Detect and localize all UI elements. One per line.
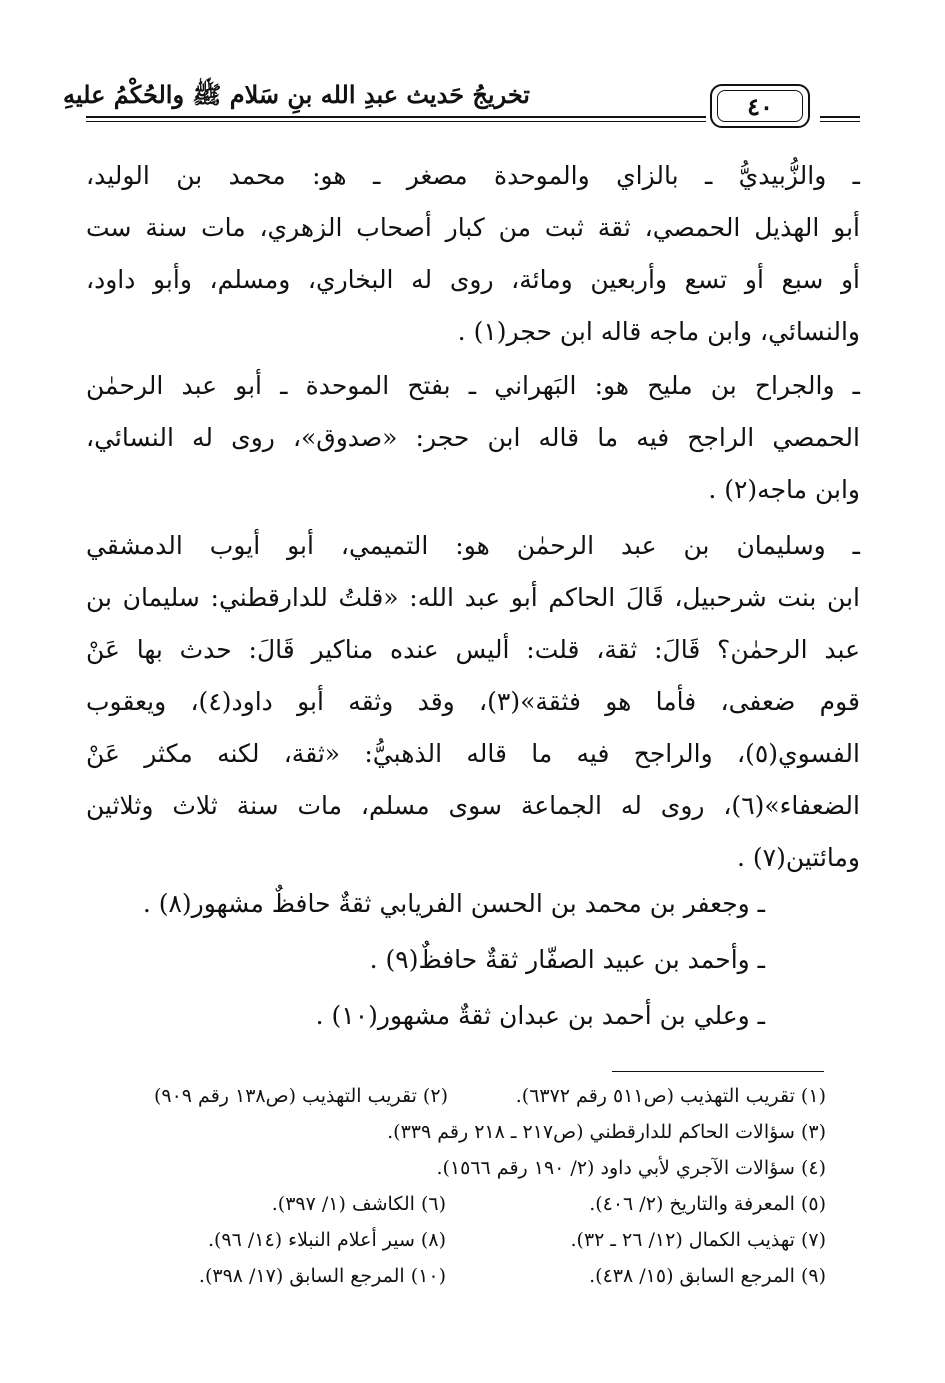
page-header — [63, 70, 860, 130]
footnote-4: (٤) سؤالات الآجري لأبي داود (٢/ ١٩٠ رقم ١٥٦٦). — [436, 1157, 826, 1179]
paragraph-line: ـ والزُّبيديُّ ـ بالزاي والموحدة مصغر ـ هو: محمد بن الوليد، — [86, 161, 860, 190]
footnote-row — [86, 1085, 826, 1119]
paragraph-line: أو سبع أو تسع وأربعين ومائة، روى له البخاري، ومسلم، وأبو داود، — [86, 265, 860, 294]
header-rule — [86, 116, 706, 118]
footnote-2: (٢) تقريب التهذيب (ص١٣٨ رقم ٩٠٩) — [153, 1085, 448, 1107]
footnote-3: (٣) سؤالات الحاكم للدارقطني (ص٢١٧ ـ ٢١٨ رقم ٣٣٩). — [387, 1121, 826, 1143]
footnote-separator — [612, 1071, 824, 1072]
footnote-1: (١) تقريب التهذيب (ص٥١١ رقم ٦٣٧٢). — [515, 1085, 826, 1107]
paragraph-line: الحمصي الراجح فيه ما قاله ابن حجر: «صدوق»، روى له النسائي، — [86, 423, 860, 452]
paragraph-line: الضعفاء»(٦)، روى له الجماعة سوى مسلم، مات سنة ثلاث وثلاثين — [86, 791, 860, 820]
paragraph-line: قوم ضعفى، فأما هو فثقة»(٣)، وقد وثقه أبو داود(٤)، ويعقوب — [86, 687, 860, 716]
footnote-8: (٨) سير أعلام النبلاء (١٤/ ٩٦). — [207, 1229, 446, 1251]
footnote-row — [86, 1193, 826, 1227]
page-number: ٤٠ — [717, 90, 803, 122]
paragraph-line: ـ والجراح بن مليح هو: البَهراني ـ بفتح الموحدة ـ أبو عبد الرحمٰن — [86, 371, 860, 400]
paragraph-line: عبد الرحمٰن؟ قَالَ: ثقة، قلت: أليس عنده مناكير قَالَ: حدث بها عَنْ — [86, 635, 860, 664]
paragraph-line: ـ وسليمان بن عبد الرحمٰن هو: التميمي، أبو أيوب الدمشقي — [86, 531, 860, 560]
footnote-row — [86, 1265, 826, 1299]
footnote-7: (٧) تهذيب الكمال (١٢/ ٢٦ ـ ٣٢). — [570, 1229, 826, 1251]
paragraph-line: ابن بنت شرحبيل، قَالَ الحاكم أبو عبد الله: «قلتُ للدارقطني: سليمان بن — [86, 583, 860, 612]
footnote-5: (٥) المعرفة والتاريخ (٢/ ٤٠٦). — [589, 1193, 826, 1215]
paragraph-line: أبو الهذيل الحمصي، ثقة ثبت من كبار أصحاب الزهري، مات سنة ست — [86, 213, 860, 242]
footnote-row — [86, 1229, 826, 1263]
paragraph-line: والنسائي، وابن ماجه قاله ابن حجر(١) . — [457, 317, 860, 346]
header-rule-right — [820, 116, 860, 118]
paragraph-line: الفسوي(٥)، والراجح فيه ما قاله الذهبيُّ: «ثقة، لكنه مكثر عَنْ — [86, 739, 860, 768]
header-rule-thin — [86, 121, 706, 122]
list-item: ـ وعلي بن أحمد بن عبدان ثقةٌ مشهور(١٠) . — [315, 1001, 765, 1030]
list-item: ـ وجعفر بن محمد بن الحسن الفريابي ثقةٌ حافظٌ مشهور(٨) . — [142, 889, 765, 918]
running-title: تخريجُ حَديث عبدِ الله بنِ سَلام ﷺ والحُكْمُ عليهِ — [63, 80, 530, 109]
footnote-10: (١٠) المرجع السابق (١٧/ ٣٩٨). — [198, 1265, 446, 1287]
list-item: ـ وأحمد بن عبيد الصفّار ثقةٌ حافظٌ(٩) . — [369, 945, 765, 974]
footnote-9: (٩) المرجع السابق (١٥/ ٤٣٨). — [589, 1265, 826, 1287]
footnote-6: (٦) الكاشف (١/ ٣٩٧). — [271, 1193, 446, 1215]
paragraph-line: ومائتين(٧) . — [736, 843, 860, 872]
paragraph-line: وابن ماجه(٢) . — [708, 475, 860, 504]
narrators-list — [86, 878, 860, 1038]
header-rule-right-thin — [820, 121, 860, 122]
page-number-frame — [710, 84, 810, 128]
